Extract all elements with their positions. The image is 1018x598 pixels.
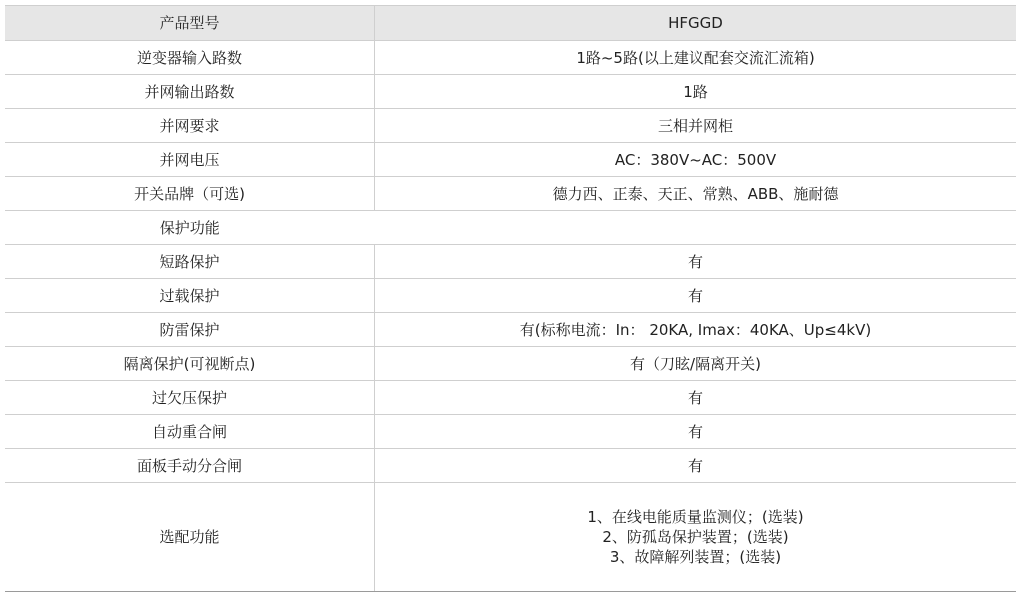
row-value: AC：380V~AC：500V	[375, 143, 1017, 177]
row-label: 过欠压保护	[5, 381, 375, 415]
spec-table	[5, 5, 1016, 592]
row-value: 有	[375, 245, 1017, 279]
row-label: 开关品牌（可选)	[5, 177, 375, 211]
table-row	[5, 381, 1016, 415]
table-group-row	[5, 211, 1016, 245]
header-value-cell: HFGGD	[375, 6, 1017, 41]
row-value: 1路~5路(以上建议配套交流汇流箱)	[375, 41, 1017, 75]
row-value: 有	[375, 279, 1017, 313]
table-row	[5, 177, 1016, 211]
row-label: 防雷保护	[5, 313, 375, 347]
row-label: 自动重合闸	[5, 415, 375, 449]
table-row	[5, 449, 1016, 483]
row-value: 有(标称电流：In： 20KA, Imax：40KA、Up≤4kV)	[375, 313, 1017, 347]
optional-feature-item: 1、在线电能质量监测仪；(选装)	[587, 508, 804, 526]
table-row	[5, 41, 1016, 75]
table-row	[5, 347, 1016, 381]
row-label: 面板手动分合闸	[5, 449, 375, 483]
table-row	[5, 75, 1016, 109]
row-label: 逆变器输入路数	[5, 41, 375, 75]
header-label-cell: 产品型号	[5, 6, 375, 41]
row-value: 有	[375, 449, 1017, 483]
table-row	[5, 415, 1016, 449]
row-label: 并网电压	[5, 143, 375, 177]
table-row	[5, 279, 1016, 313]
optional-features-label: 选配功能	[5, 483, 375, 592]
table-header-row	[5, 6, 1016, 41]
row-value: 三相并网柜	[375, 109, 1017, 143]
group-label: 保护功能	[5, 211, 375, 245]
table-row	[5, 143, 1016, 177]
row-label: 并网输出路数	[5, 75, 375, 109]
row-value: 有（刀眩/隔离开关)	[375, 347, 1017, 381]
row-value: 有	[375, 381, 1017, 415]
optional-feature-item: 3、故障解列装置；(选装)	[609, 548, 782, 566]
table-row	[5, 245, 1016, 279]
row-label: 短路保护	[5, 245, 375, 279]
group-value	[375, 211, 1017, 245]
row-label: 过载保护	[5, 279, 375, 313]
row-label: 并网要求	[5, 109, 375, 143]
optional-features-list	[375, 483, 1017, 592]
row-value: 1路	[375, 75, 1017, 109]
row-value: 德力西、正泰、天正、常熟、ABB、施耐德	[375, 177, 1017, 211]
table-row	[5, 313, 1016, 347]
table-row	[5, 109, 1016, 143]
optional-feature-item: 2、防孤岛保护装置；(选装)	[602, 528, 789, 546]
optional-features-row	[5, 483, 1016, 592]
row-label: 隔离保护(可视断点)	[5, 347, 375, 381]
row-value: 有	[375, 415, 1017, 449]
